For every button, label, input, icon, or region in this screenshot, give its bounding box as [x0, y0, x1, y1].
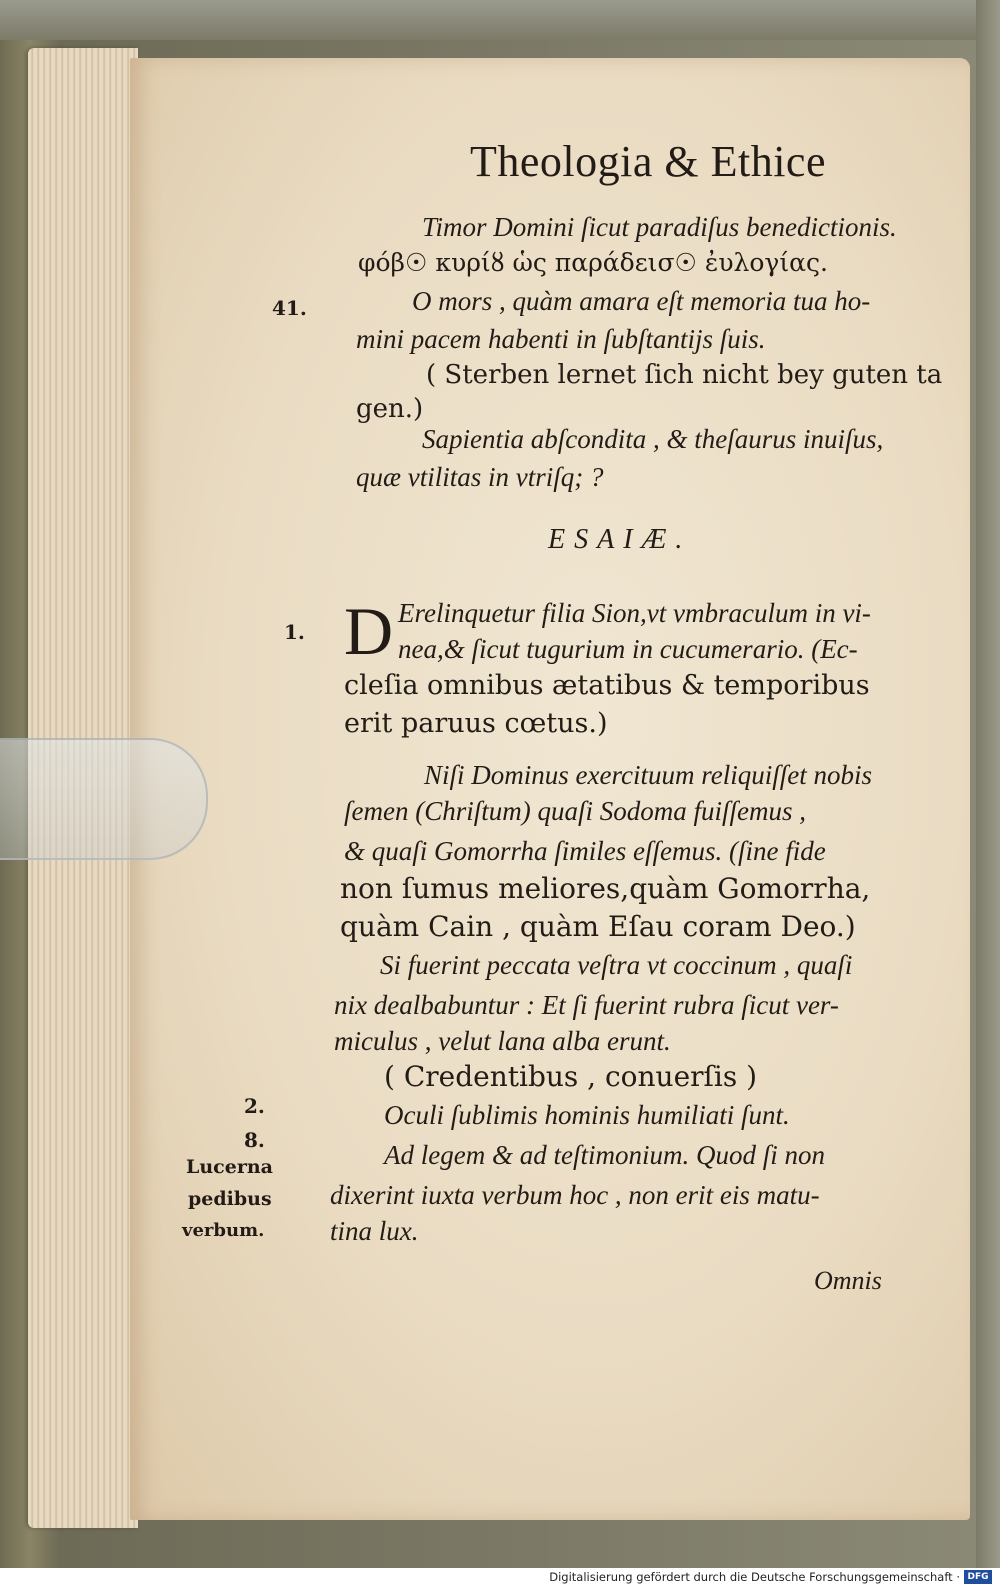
- drop-cap: D: [344, 593, 394, 669]
- text-line: Timor Domini ſicut paradiſus benedictionis.: [422, 212, 897, 242]
- cover-right-edge: [976, 0, 1000, 1568]
- margin-note: verbum.: [182, 1220, 265, 1241]
- text-line: dixerint iuxta verbum hoc , non erit eis matu-: [330, 1180, 820, 1210]
- text-line: quàm Cain , quàm Eſau coram Deo.): [340, 910, 856, 943]
- margin-number: 2.: [244, 1094, 265, 1118]
- text-line: Oculi ſublimis hominis humiliati ſunt.: [384, 1100, 790, 1130]
- text-line: tina lux.: [330, 1216, 419, 1246]
- text-line: Sapientia abſcondita , & theſaurus inuiſus,: [422, 424, 884, 454]
- margin-number: 41.: [272, 296, 307, 320]
- margin-number: 1.: [284, 620, 305, 644]
- catchword: Omnis: [814, 1266, 882, 1295]
- text-line: ſemen (Chriſtum) quaſi Sodoma fuiſſemus ,: [344, 796, 806, 826]
- section-heading: ESAIÆ.: [548, 524, 692, 555]
- text-line: ( Credentibus , conuerſis ): [384, 1060, 758, 1093]
- footer-credit: Digitalisierung gefördert durch die Deutsche Forschungsgemeinschaft ·: [549, 1570, 960, 1584]
- text-line: O mors , quàm amara eſt memoria tua ho-: [412, 286, 871, 316]
- running-title: Theologia & Ethice: [470, 137, 826, 186]
- text-line: Erelinquetur filia Sion,vt vmbraculum in vi-: [398, 598, 871, 628]
- text-line: cleſia omnibus ætatibus & temporibus: [344, 670, 870, 701]
- text-line: ( Sterben lernet ſich nicht bey guten ta: [426, 360, 943, 390]
- text-line: nix dealbabuntur : Et ſi fuerint rubra ſicut ver-: [334, 990, 839, 1020]
- margin-number: 8.: [244, 1128, 265, 1152]
- text-line: Niſi Dominus exercituum reliquiſſet nobis: [424, 760, 872, 790]
- text-line: nea,& ſicut tugurium in cucumerario. (Ec-: [398, 634, 858, 664]
- margin-note: Lucerna: [186, 1156, 273, 1178]
- margin-note: pedibus: [188, 1188, 272, 1210]
- cover-top-edge: [0, 0, 1000, 40]
- text-line: non ſumus meliores,quàm Gomorrha,: [340, 872, 871, 905]
- bookmark-clip: [0, 738, 208, 860]
- text-line: miculus , velut lana alba erunt.: [334, 1026, 671, 1056]
- text-line: Si fuerint peccata veſtra vt coccinum , quaſi: [380, 950, 853, 980]
- text-line: gen.): [356, 394, 424, 424]
- text-line: Ad legem & ad teſtimonium. Quod ſi non: [384, 1140, 825, 1170]
- text-line: erit paruus cœtus.): [344, 708, 608, 739]
- dfg-logo-icon: DFG: [964, 1570, 992, 1584]
- text-line: & quaſi Gomorrha ſimiles eſſemus. (ſine fide: [344, 836, 826, 866]
- greek-line: φόβ☉ κυρίȣ ὡς παράδεισ☉ ἐυλογίας.: [358, 248, 828, 277]
- text-line: mini pacem habenti in ſubſtantijs ſuis.: [356, 324, 766, 354]
- text-line: quæ vtilitas in vtriſq; ?: [356, 462, 604, 492]
